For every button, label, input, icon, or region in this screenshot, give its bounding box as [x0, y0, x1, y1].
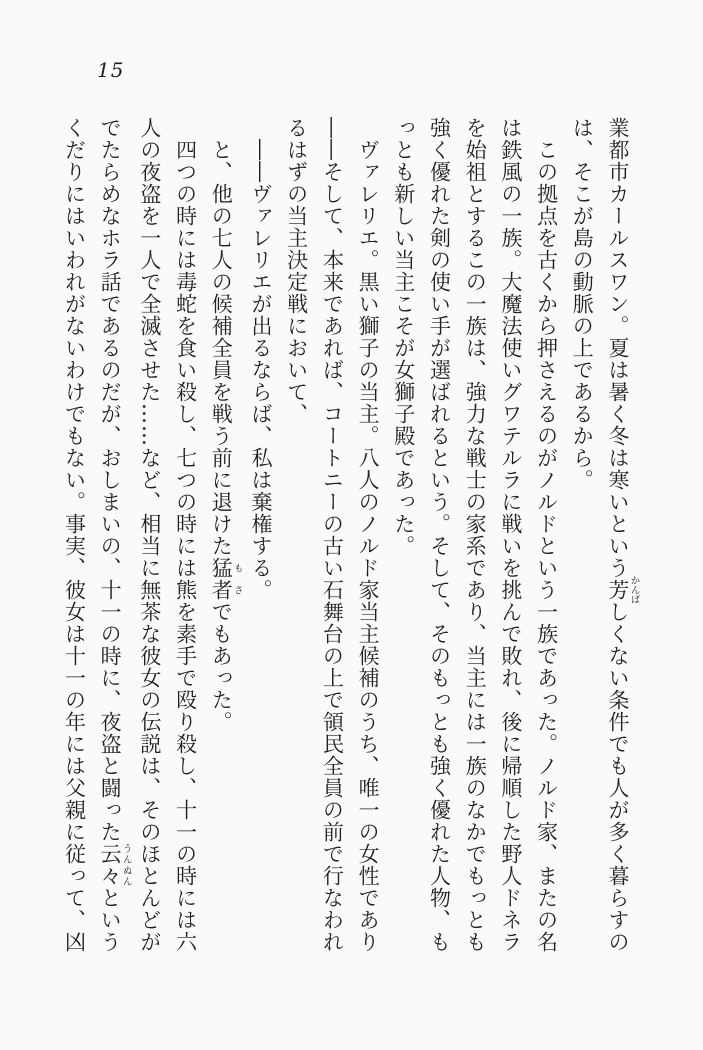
text-column: くだりにはいわれがないわけでもない。事実、彼女は十一の年には父親に従って、凶 [62, 117, 87, 953]
text-column: は鉄風の一族。大魔法使いグワテルラに戦いを挑んで敗れ、後に帰順した野人ドネラ [498, 117, 523, 953]
furigana-annotated-word: 云々うんぬん [98, 843, 132, 887]
text-column: 四つの時には毒蛇を食い殺し、七つの時には熊を素手で殴り殺し、十一の時には六 [173, 139, 198, 953]
text-column: ――ヴァレリエが出るならば、私は棄権する。 [248, 139, 273, 601]
text-column: は、そこが島の動脈の上であるから。 [570, 117, 595, 491]
text-area [56, 117, 639, 962]
furigana-annotated-word: 芳かんば [606, 575, 640, 605]
furigana-annotated-word: 猛者もさ [209, 557, 243, 601]
text-column: ――そして、本来であれば、コートニーの古い石舞台の上で領民全員の前で行なわれ [320, 117, 345, 953]
text-column: を始祖とするこの一族は、強力な戦士の家系であり、当主には一族のなかでもっとも [463, 117, 488, 953]
text-column: 人の夜盗を一人で全滅させた……など、相当に無茶な彼女の伝説は、そのほとんどが [137, 117, 162, 953]
text-column: と、他の七人の候補全員を戦う前に退けた猛者もさでもあった。 [209, 139, 243, 733]
text-column: でたらめなホラ話であるのだが、おしまいの、十一の時に、夜盗と闘った云々うんぬんという [98, 117, 132, 953]
text-column: るはずの当主決定戦において、 [284, 117, 309, 425]
text-column: ヴァレリエ。黒い獅子の当主。八人のノルド家当主候補のうち、唯一の女性であり [356, 139, 381, 953]
text-column: 強く優れた剣の使い手が選ばれるという。そして、そのもっとも強く優れた人物、も [427, 117, 452, 953]
text-column: この拠点を古くから押さえるのがノルドという一族であった。ノルド家、またの名 [534, 139, 559, 953]
text-column: 業都市カールスワン。夏は暑く冬は寒いという芳かんばしくない条件でも人が多く暮らすの [606, 117, 640, 953]
page-number: 15 [97, 58, 125, 82]
text-column: っとも新しい当主こそが女獅子殿であった。 [391, 117, 416, 557]
